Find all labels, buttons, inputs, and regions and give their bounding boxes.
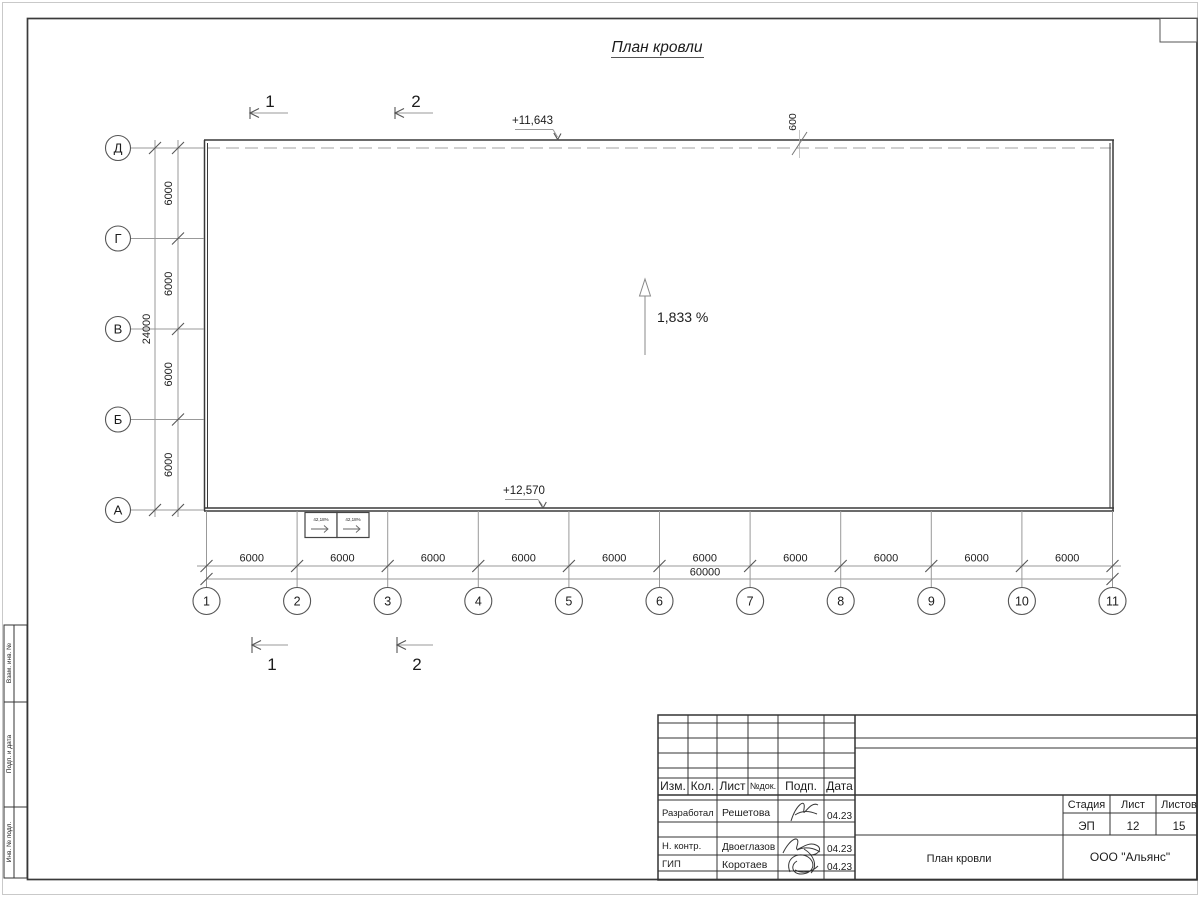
dim-col-10: 6000 xyxy=(1054,552,1080,565)
dim-col-1: 6000 xyxy=(239,552,265,565)
axis-label-d: Д xyxy=(113,140,123,156)
axis-label-3: 3 xyxy=(384,594,392,609)
tb-sheets-label: Листов xyxy=(1161,799,1197,811)
slope-arrow xyxy=(640,279,709,355)
left-margin-strip xyxy=(4,625,27,878)
tb-header-ndok: №док. xyxy=(749,781,777,791)
axis-label-5: 5 xyxy=(565,594,573,609)
axis-label-g: Г xyxy=(114,231,122,246)
roof-detail-boxes xyxy=(305,513,369,538)
tb-name-gip: Коротаев xyxy=(722,859,768,871)
signature-gip xyxy=(789,849,818,874)
section-2-top: 2 xyxy=(411,92,421,111)
dim-col-6: 6000 xyxy=(692,552,718,565)
tb-stage-label: Стадия xyxy=(1067,799,1106,811)
section-marks-bottom xyxy=(252,637,433,674)
corner-stamp-box xyxy=(1160,19,1197,43)
overhang-dimension xyxy=(787,113,807,158)
tb-date-developer: 04.23 xyxy=(826,811,853,822)
axis-label-a: А xyxy=(113,502,123,518)
tb-role-developer: Разработал xyxy=(662,808,714,819)
elevation-bottom-label: +12,570 xyxy=(503,485,545,497)
tb-date-gip: 04.23 xyxy=(826,862,853,873)
dim-row-1: 6000 xyxy=(163,181,175,206)
tb-name-ncontr: Двоеглазов xyxy=(722,842,776,853)
tb-role-gip: ГИП xyxy=(662,859,681,870)
axis-label-7: 7 xyxy=(746,594,754,609)
strip-label-podp: Подп. и дата xyxy=(6,734,13,774)
dim-col-5: 6000 xyxy=(601,552,627,565)
detail-label-b: 42,18% xyxy=(345,517,361,522)
overhang-label: 600 xyxy=(787,113,799,131)
dim-col-7: 6000 xyxy=(783,552,808,565)
tb-sheet-value: 12 xyxy=(1126,821,1140,833)
elevation-mark-bottom xyxy=(503,485,546,508)
signature-developer xyxy=(791,803,818,821)
strip-label-inv: Инв. № подл. xyxy=(6,821,13,863)
tb-sheets-value: 15 xyxy=(1172,821,1186,833)
drawing-title xyxy=(611,39,704,58)
section-marks-top xyxy=(250,92,433,119)
axis-label-8: 8 xyxy=(837,594,845,609)
page-title: План кровли xyxy=(611,39,703,56)
tb-date-ncontr: 04.23 xyxy=(826,844,853,855)
dim-col-8: 6000 xyxy=(873,552,899,565)
axis-label-10: 10 xyxy=(1014,594,1029,609)
tb-company: ООО "Альянс" xyxy=(1089,850,1171,864)
dim-col-2: 6000 xyxy=(330,552,355,565)
tb-sheet-label: Лист xyxy=(1121,799,1145,811)
dim-col-3: 6000 xyxy=(420,552,446,565)
dim-row-4: 6000 xyxy=(163,452,175,478)
dim-col-total: 60000 xyxy=(689,566,721,579)
section-1-top: 1 xyxy=(265,92,275,111)
axis-label-2: 2 xyxy=(293,594,301,609)
axis-label-1: 1 xyxy=(203,594,210,609)
elevation-top-label: +11,643 xyxy=(512,115,554,127)
tb-header-data: Дата xyxy=(826,779,853,793)
tb-header-kol: Кол. xyxy=(690,779,715,793)
sheet-frame xyxy=(3,3,1198,895)
tb-header-izm: Изм. xyxy=(660,779,686,793)
roof-outline xyxy=(204,140,1114,511)
tb-name-developer: Решетова xyxy=(722,807,771,819)
axis-label-v: В xyxy=(113,321,123,337)
tb-header-podp: Подп. xyxy=(785,779,817,793)
tb-stage-value: ЭП xyxy=(1078,821,1095,833)
dim-row-2: 6000 xyxy=(163,271,175,297)
section-2-bottom: 2 xyxy=(412,655,422,674)
title-block xyxy=(658,715,1197,880)
dim-col-4: 6000 xyxy=(511,552,536,565)
tb-header-list: Лист xyxy=(719,779,746,793)
dim-row-total: 24000 xyxy=(141,313,153,345)
slope-label: 1,833 % xyxy=(657,309,709,325)
dim-row-3: 6000 xyxy=(163,362,175,387)
dim-col-9: 6000 xyxy=(964,552,989,565)
axis-label-11: 11 xyxy=(1106,594,1119,609)
axis-label-6: 6 xyxy=(656,594,663,609)
axis-label-4: 4 xyxy=(474,594,482,609)
axis-label-9: 9 xyxy=(927,594,935,609)
elevation-mark-top xyxy=(512,115,561,140)
detail-label-a: 42,18% xyxy=(313,517,329,522)
section-1-bottom: 1 xyxy=(267,655,277,674)
tb-role-ncontr: Н. контр. xyxy=(662,841,702,852)
tb-doc-title: План кровли xyxy=(926,853,992,865)
signature-ncontr xyxy=(783,839,820,855)
axis-label-b: Б xyxy=(113,412,123,427)
strip-label-vzam: Взам. инв. № xyxy=(6,642,13,684)
